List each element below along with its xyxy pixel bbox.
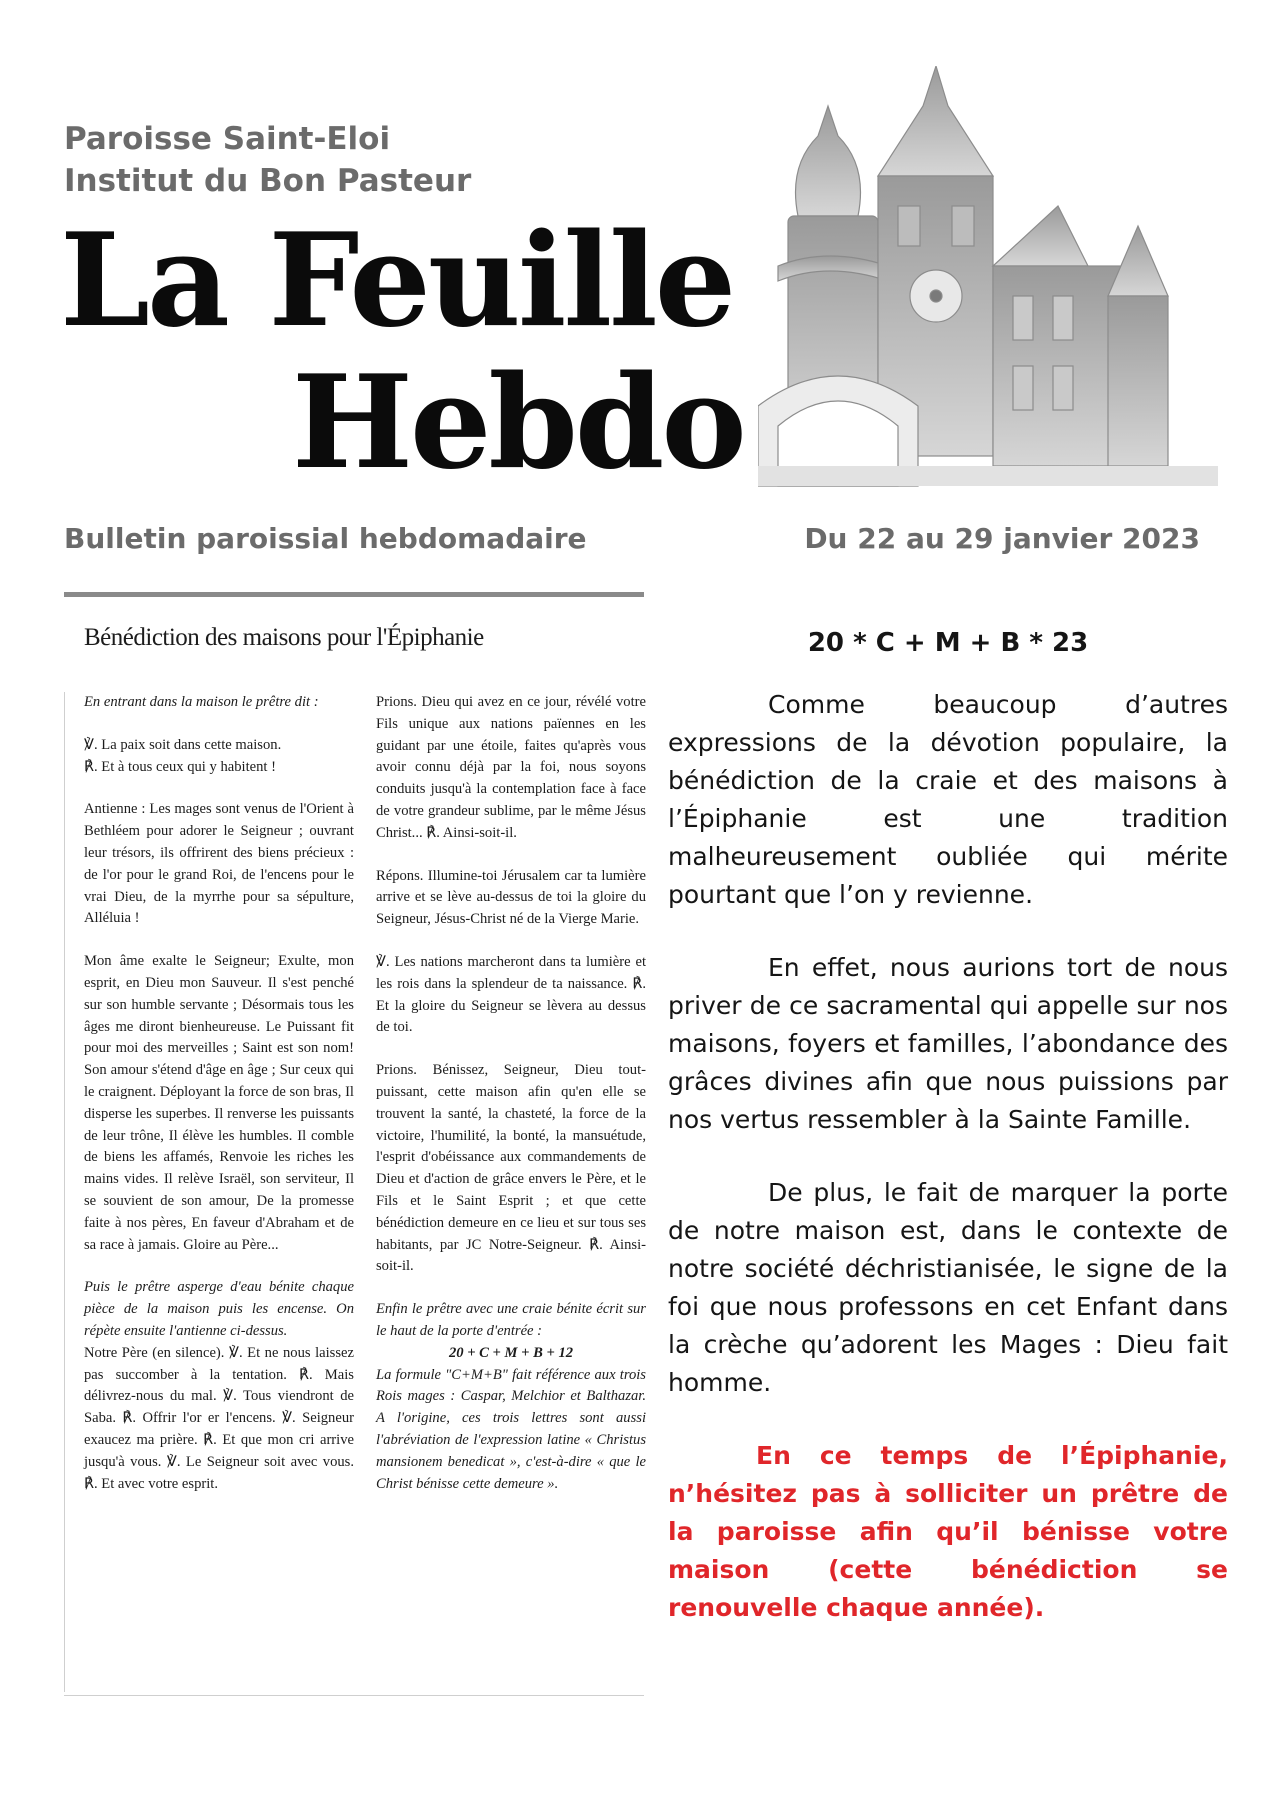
scan-right-paragraph: Répons. Illumine-toi Jérusalem car ta lumière arrive et se lève au-dessus de toi la gloire du Seigneur, Jésus-Christ né de la Vierge Marie. — [376, 867, 646, 928]
scan-right-column — [376, 692, 646, 1516]
article-paragraph-1: Comme beaucoup d’autres expressions de la dévotion populaire, la bénédiction de la craie et des maisons à l’Épiphanie est une tradition malheureusement oubliée qui mérite pourtant que l’on y revienne. — [668, 690, 1228, 909]
institute-name: Institut du Bon Pasteur — [64, 163, 472, 199]
church-tower-icon — [758, 66, 1218, 506]
parish-name: Paroisse Saint-Eloi — [64, 121, 391, 157]
scan-left-paragraph: Notre Père (en silence). ℣. Et ne nous laissez pas succomber à la tentation. ℟. Mais délivrez-nous du mal. ℣. Tous viendront de Saba. ℟. Offrir l'or er l'encens. ℣. Seigneur exaucez ma prière. ℟. Et que mon cri arrive jusqu'à vous. ℣. Le Seigneur soit avec vous. ℟. Et avec votre esprit. — [84, 1344, 354, 1492]
scan-border — [64, 692, 65, 1692]
scan-right-paragraph: Enfin le prêtre avec une craie bénite écrit sur le haut de la porte d'entrée : — [376, 1301, 646, 1339]
scanned-blessing-text — [64, 610, 644, 1696]
scan-title: Bénédiction des maisons pour l'Épiphanie — [84, 624, 484, 651]
article-paragraph-3: De plus, le fait de marquer la porte de notre maison est, dans le contexte de notre société déchristianisée, le signe de la foi que nous professons en cet Enfant dans la crèche qu’adorent les Mages : Dieu fait homme. — [668, 1178, 1228, 1397]
masthead-org — [64, 118, 624, 202]
divider — [64, 592, 644, 597]
article-call-to-action: En ce temps de l’Épiphanie, n’hésitez pas à solliciter un prêtre de la paroisse afin qu’il bénisse votre maison (cette bénédiction se renouvelle chaque année). — [668, 1441, 1228, 1622]
article — [668, 624, 1228, 1662]
scan-left-paragraph: Mon âme exalte le Seigneur; Exulte, mon esprit, en Dieu mon Sauveur. Il s'est penché sur son humble servante ; Désormais tous les âges me diront bienheureuse. Le Puissant fit pour moi des merveilles ; Saint est son nom! Son amour s'étend d'âge en âge ; Sur ceux qui le craignent. Déployant la force de son bras, Il disperse les superbes. Il renverse les puissants de leur trône, Il élève les humbles. Il comble de biens les affamés, Renvoie les riches les mains vides. Il relève Israël, son serviteur, Il se souvient de son amour, De la promesse faite à nos pères, En faveur d'Abraham et de sa race à jamais. Gloire au Père... — [84, 953, 354, 1253]
scan-right-paragraph: La formule "C+M+B" fait référence aux trois Rois mages : Caspar, Melchior et Balthazar. A l'origine, ces trois lettres sont aussi l'abréviation de l'expression latine « Christus mansionem benedicat », c'est-à-dire « que le Christ bénisse cette demeure ». — [376, 1366, 646, 1492]
scan-left-line: En entrant dans la maison le prêtre dit : — [84, 694, 319, 710]
scan-left-line: ℟. Et à tous ceux qui y habitent ! — [84, 758, 276, 775]
scan-left-paragraph: Antienne : Les mages sont venus de l'Orient à Bethléem pour adorer le Seigneur ; ouvrant leur trésors, ils offrirent des biens précieux : de l'or pour le grand Roi, de l'encens pour le vrai Dieu, de la myrrhe pour sa sépulture, Alléluia ! — [84, 801, 354, 927]
issue-date: Du 22 au 29 janvier 2023 — [804, 522, 1200, 555]
scan-right-formula: 20 + C + M + B + 12 — [448, 1344, 574, 1361]
scan-left-column — [84, 692, 354, 1516]
scan-right-paragraph: Prions. Dieu qui avez en ce jour, révélé votre Fils unique aux nations païennes en les guidant par une étoile, faites qu'après vous avoir connu déjà par la foi, nous soyons conduits jusqu'à la contemplation face à face de votre grandeur sublime, par le même Jésus Christ... ℟. Ainsi-soit-il. — [376, 694, 646, 841]
scan-right-paragraph: ℣. Les nations marcheront dans ta lumière et les rois dans la splendeur de ta naissance. ℟. Et la gloire du Seigneur se lèvera au dessus de toi. — [376, 953, 646, 1036]
scan-left-paragraph: Puis le prêtre asperge d'eau bénite chaque pièce de la maison puis les encense. On répète ensuite l'antienne ci-dessus. — [84, 1279, 354, 1339]
scan-right-paragraph: Prions. Bénissez, Seigneur, Dieu tout-puissant, cette maison afin qu'en elle se trouvent la santé, la chasteté, la force de la victoire, l'humilité, la bonté, la mansuétude, l'esprit d'obéissance aux commandements de Dieu et d'action de grâce envers le Père, et le Fils et le Saint Esprit ; et que cette bénédiction demeure en ce lieu et sur tous ses habitants, par JC Notre-Seigneur. ℟. Ainsi-soit-il. — [376, 1062, 646, 1275]
title-line-1: La Feuille — [60, 206, 734, 356]
title-line-2: Hebdo — [292, 348, 744, 498]
article-formula: 20 * C + M + B * 23 — [807, 628, 1089, 658]
article-paragraph-2: En effet, nous aurions tort de nous priver de ce sacramental qui appelle sur nos maisons, foyers et familles, l’abondance des grâces divines afin que nous puissions par nos vertus ressembler à la Sainte Famille. — [668, 953, 1228, 1134]
scan-bottom-border — [64, 1695, 644, 1696]
subtitle: Bulletin paroissial hebdomadaire — [64, 522, 587, 555]
scan-left-line: ℣. La paix soit dans cette maison. — [84, 736, 282, 753]
masthead-title — [60, 206, 800, 498]
